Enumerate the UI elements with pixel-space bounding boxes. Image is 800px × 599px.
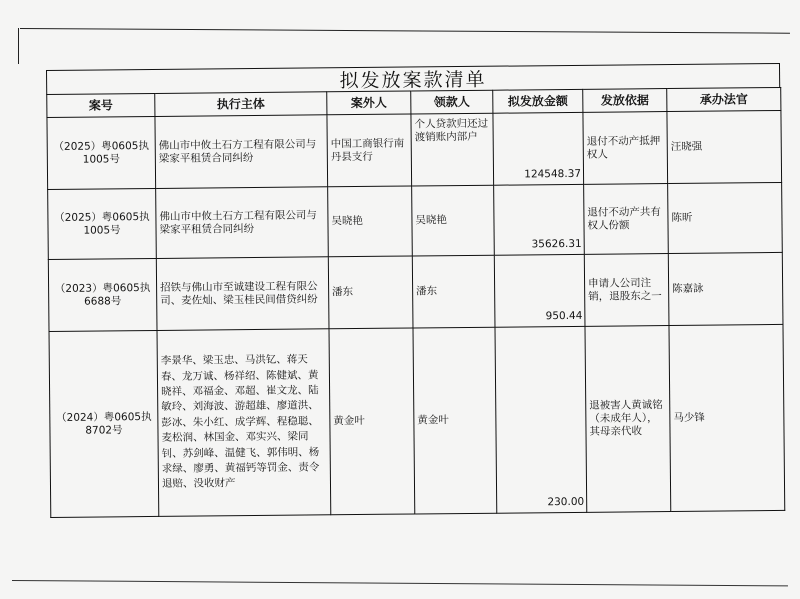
header-third-party: 案外人 [327,91,411,115]
payee-cell: 个人贷款归还过渡销账内部户 [411,113,494,186]
header-basis: 发放依据 [583,89,667,113]
header-subject: 执行主体 [155,92,327,117]
judge-cell: 陈嘉詠 [668,252,783,325]
document-frame [46,63,784,516]
document-title: 拟发放案款清单 [46,63,780,94]
basis-cell: 退被害人黄诚铭（未成年人），其母亲代收 [585,326,671,513]
third-party-cell: 黄金叶 [329,328,415,515]
subject-cell: 李景华、梁玉忠、马洪钇、蒋天春、龙万诚、杨祥绍、陈健斌、黄晓祥、邓福金、邓超、崔文龙、陆敏玲、刘海波、游超雄、廖道洪、彭冰、朱小红、成学辉、程稳聪、麦松润、林国金、邓实兴、梁同钊、苏剑峰、温健飞、郭伟明、杨求绿、廖勇、黄福钙等罚金、责令退赔、没收财产 [157,329,331,517]
amount-cell: 950.44 [494,254,585,327]
subject-cell: 佛山市中攸土石方工程有限公司与梁家平租赁合同纠纷 [155,115,328,189]
paper-edge-left [18,28,19,64]
subject-cell: 佛山市中攸土石方工程有限公司与梁家平租赁合同纠纷 [156,187,329,259]
subject-cell: 招铁与佛山市至诚建设工程有限公司、麦佐灿、梁玉桂民间借贷纠纷 [156,257,329,331]
payee-cell: 黄金叶 [413,327,497,514]
case-no-cell: （2024）粤0605执8702号 [49,330,159,517]
third-party-cell: 吴晓艳 [328,186,413,257]
header-case-no: 案号 [47,93,155,117]
basis-cell: 退付不动产抵押权人 [583,112,668,185]
table-row [49,324,785,517]
judge-cell: 马少锋 [669,324,785,511]
case-no-cell: （2023）粤0605执6688号 [48,258,157,331]
table-row [48,252,783,331]
third-party-cell: 潘东 [328,256,413,329]
amount-cell: 35626.31 [494,184,585,255]
table-row [48,182,783,259]
paper-edge-top [20,28,790,34]
judge-cell: 汪晓强 [667,110,782,183]
case-no-cell: （2025）粤0605执1005号 [47,116,156,189]
amount-cell: 124548.37 [493,112,584,185]
payee-cell: 潘东 [412,255,495,328]
disbursement-table [46,87,785,518]
paper-edge-bottom [12,580,788,586]
amount-cell: 230.00 [495,326,587,513]
header-judge: 承办法官 [667,87,781,111]
table-row [47,110,782,189]
case-no-cell: （2025）粤0605执1005号 [48,188,157,259]
basis-cell: 退付不动产共有权人份额 [584,184,669,255]
header-amount: 拟发放金额 [493,89,583,113]
header-payee: 领款人 [411,90,493,114]
third-party-cell: 中国工商银行南丹县支行 [327,114,412,187]
basis-cell: 申请人公司注销，退股东之一 [584,254,669,327]
payee-cell: 吴晓艳 [412,185,495,256]
judge-cell: 陈昕 [668,182,783,253]
